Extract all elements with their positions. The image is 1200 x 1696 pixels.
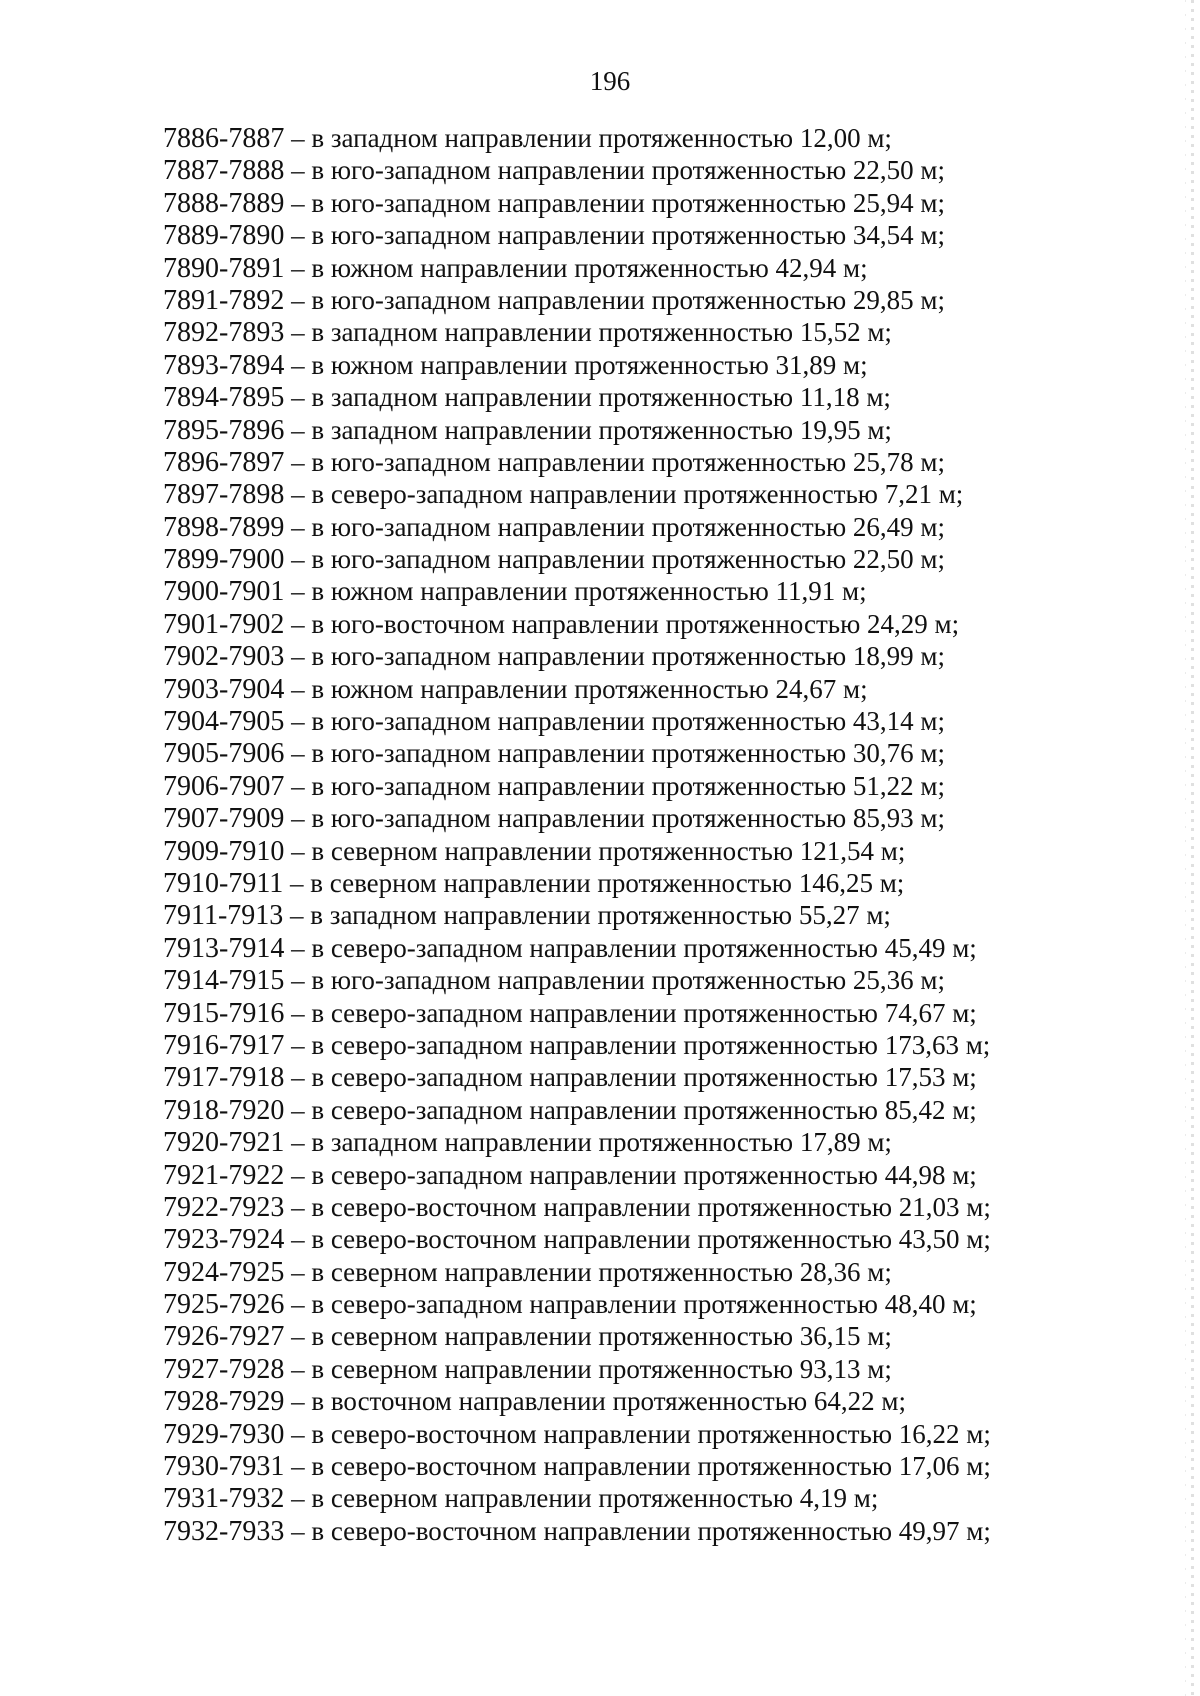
segment-description: – в южном направлении протяженностью 11,91 м; <box>284 576 867 607</box>
segment-range: 7920-7921 <box>163 1127 285 1159</box>
segment-range: 7889-7890 <box>163 220 285 252</box>
segment-description: – в юго-западном направлении протяженностью 22,50 м; <box>284 544 945 575</box>
segment-description: – в юго-западном направлении протяженностью 22,50 м; <box>284 155 945 186</box>
segment-line <box>163 1288 1163 1320</box>
segment-description: – в южном направлении протяженностью 42,94 м; <box>284 252 868 283</box>
segment-line <box>163 997 1163 1029</box>
segment-range: 7896-7897 <box>163 446 285 478</box>
segment-range: 7926-7927 <box>163 1321 285 1353</box>
segment-line <box>163 1450 1163 1482</box>
segment-description: – в северо-западном направлении протяженностью 17,53 м; <box>284 1062 977 1093</box>
segment-description: – в северо-западном направлении протяженностью 7,21 м; <box>284 479 964 510</box>
segment-description: – в северо-западном направлении протяженностью 45,49 м; <box>284 932 977 963</box>
segment-description: – в северо-восточном направлении протяженностью 16,22 м; <box>284 1418 991 1449</box>
segment-range: 7891-7892 <box>163 284 285 316</box>
segment-line <box>163 737 1163 769</box>
segment-description: – в северном направлении протяженностью 28,36 м; <box>284 1256 892 1287</box>
segment-line <box>163 1418 1163 1450</box>
segment-description: – в юго-западном направлении протяженностью 29,85 м; <box>284 284 945 315</box>
segment-line <box>163 964 1163 996</box>
segment-line <box>163 446 1163 478</box>
segment-line <box>163 770 1163 802</box>
segment-range: 7898-7899 <box>163 511 285 543</box>
segment-description: – в северном направлении протяженностью 121,54 м; <box>284 835 906 866</box>
page-number: 196 <box>589 66 631 96</box>
segment-line <box>163 1256 1163 1288</box>
segment-line <box>163 381 1163 413</box>
segment-range: 7902-7903 <box>163 641 285 673</box>
segment-line <box>163 1515 1163 1547</box>
segment-description: – в юго-западном направлении протяженностью 26,49 м; <box>284 511 945 542</box>
segment-line <box>163 835 1163 867</box>
segment-description: – в северо-западном направлении протяженностью 74,67 м; <box>284 997 977 1028</box>
segment-description: – в северо-восточном направлении протяженностью 43,50 м; <box>284 1224 991 1255</box>
segment-description: – в западном направлении протяженностью 19,95 м; <box>284 414 892 445</box>
segment-range: 7916-7917 <box>163 1029 285 1061</box>
segment-line <box>163 122 1163 154</box>
segment-description: – в южном направлении протяженностью 31,89 м; <box>284 349 868 380</box>
segment-description: – в западном направлении протяженностью 55,27 м; <box>283 900 891 931</box>
segment-range: 7913-7914 <box>163 932 285 964</box>
segment-description: – в юго-восточном направлении протяженностью 24,29 м; <box>284 608 960 639</box>
segment-range: 7927-7928 <box>163 1353 285 1385</box>
segment-description: – в северо-восточном направлении протяженностью 49,97 м; <box>284 1515 991 1546</box>
segment-line <box>163 543 1163 575</box>
segment-range: 7923-7924 <box>163 1224 285 1256</box>
segment-line <box>163 575 1163 607</box>
segment-range: 7905-7906 <box>163 738 285 770</box>
segment-description: – в западном направлении протяженностью 17,89 м; <box>284 1127 892 1158</box>
segment-range: 7906-7907 <box>163 770 285 802</box>
segment-line <box>163 705 1163 737</box>
segment-range: 7900-7901 <box>163 576 285 608</box>
segment-description: – в северо-западном направлении протяженностью 173,63 м; <box>284 1029 991 1060</box>
segment-range: 7903-7904 <box>163 673 285 705</box>
segment-line <box>163 1094 1163 1126</box>
segment-line <box>163 511 1163 543</box>
segment-line <box>163 802 1163 834</box>
segment-description: – в юго-западном направлении протяженностью 30,76 м; <box>284 738 945 769</box>
segment-description: – в северо-западном направлении протяженностью 44,98 м; <box>284 1159 977 1190</box>
scan-edge-artifact <box>1191 0 1194 1696</box>
segment-description: – в юго-западном направлении протяженностью 34,54 м; <box>284 220 945 251</box>
segment-description: – в северном направлении протяженностью 146,25 м; <box>283 867 905 898</box>
segment-range: 7921-7922 <box>163 1159 285 1191</box>
scan-edge-artifact-secondary <box>1185 0 1186 1696</box>
segment-range: 7924-7925 <box>163 1256 285 1288</box>
segment-line <box>163 1320 1163 1352</box>
segment-line <box>163 1385 1163 1417</box>
segment-line <box>163 1223 1163 1255</box>
segment-line <box>163 932 1163 964</box>
segment-range: 7930-7931 <box>163 1451 285 1483</box>
segment-line <box>163 867 1163 899</box>
segment-range: 7929-7930 <box>163 1418 285 1450</box>
segment-line <box>163 673 1163 705</box>
segment-line <box>163 608 1163 640</box>
segment-range: 7890-7891 <box>163 252 285 284</box>
segment-range: 7886-7887 <box>163 123 285 154</box>
segment-line <box>163 1159 1163 1191</box>
segment-range: 7895-7896 <box>163 414 285 446</box>
segment-description: – в северо-западном направлении протяженностью 48,40 м; <box>284 1289 977 1320</box>
segment-range: 7907-7909 <box>163 803 285 835</box>
segment-line <box>163 1126 1163 1158</box>
segment-range: 7887-7888 <box>163 155 285 187</box>
segment-range: 7925-7926 <box>163 1289 285 1321</box>
segment-description: – в северо-западном направлении протяженностью 85,42 м; <box>284 1094 977 1125</box>
segment-description: – в северо-восточном направлении протяженностью 17,06 м; <box>284 1451 991 1482</box>
segment-range: 7915-7916 <box>163 997 285 1029</box>
segment-description: – в северном направлении протяженностью 93,13 м; <box>284 1353 892 1384</box>
segment-line <box>163 478 1163 510</box>
segment-description: – в юго-западном направлении протяженностью 25,78 м; <box>284 446 945 477</box>
segment-range: 7922-7923 <box>163 1191 285 1223</box>
segment-line <box>163 187 1163 219</box>
segment-description: – в западном направлении протяженностью 15,52 м; <box>284 317 892 348</box>
segment-range: 7911-7913 <box>163 900 284 932</box>
segment-range: 7917-7918 <box>163 1062 285 1094</box>
segment-description: – в юго-западном направлении протяженностью 18,99 м; <box>284 641 945 672</box>
segment-range: 7888-7889 <box>163 187 285 219</box>
segment-description: – в западном направлении протяженностью 11,18 м; <box>284 382 891 413</box>
segment-description: – в западном направлении протяженностью 12,00 м; <box>284 123 892 153</box>
segment-description: – в северном направлении протяженностью 4,19 м; <box>284 1483 879 1514</box>
segment-range: 7932-7933 <box>163 1515 285 1547</box>
segment-range: 7918-7920 <box>163 1094 285 1126</box>
segment-line <box>163 1061 1163 1093</box>
segment-range: 7894-7895 <box>163 382 285 414</box>
segment-line <box>163 640 1163 672</box>
segment-range: 7904-7905 <box>163 706 285 738</box>
segment-line <box>163 1482 1163 1514</box>
segment-line <box>163 219 1163 251</box>
segment-range: 7914-7915 <box>163 965 285 997</box>
segment-range: 7892-7893 <box>163 317 285 349</box>
segment-line <box>163 252 1163 284</box>
segment-range: 7893-7894 <box>163 349 285 381</box>
segment-range: 7901-7902 <box>163 608 285 640</box>
segment-line <box>163 1029 1163 1061</box>
segment-description: – в северном направлении протяженностью 36,15 м; <box>284 1321 892 1352</box>
segment-line <box>163 284 1163 316</box>
segment-description: – в юго-западном направлении протяженностью 25,36 м; <box>284 965 945 996</box>
segment-range: 7931-7932 <box>163 1483 285 1515</box>
segment-description: – в юго-западном направлении протяженностью 85,93 м; <box>284 803 945 834</box>
segment-line <box>163 154 1163 186</box>
segment-line <box>163 1191 1163 1223</box>
segment-line <box>163 899 1163 931</box>
segment-list <box>163 122 1163 1547</box>
segment-description: – в юго-западном направлении протяженностью 43,14 м; <box>284 706 945 737</box>
segment-range: 7897-7898 <box>163 479 285 511</box>
segment-description: – в восточном направлении протяженностью 64,22 м; <box>284 1386 907 1417</box>
segment-description: – в южном направлении протяженностью 24,67 м; <box>284 673 868 704</box>
segment-line <box>163 1353 1163 1385</box>
segment-range: 7928-7929 <box>163 1386 285 1418</box>
segment-line <box>163 316 1163 348</box>
segment-range: 7910-7911 <box>163 867 284 899</box>
segment-range: 7909-7910 <box>163 835 285 867</box>
segment-line <box>163 349 1163 381</box>
segment-description: – в северо-восточном направлении протяженностью 21,03 м; <box>284 1191 991 1222</box>
segment-description: – в юго-западном направлении протяженностью 25,94 м; <box>284 187 945 218</box>
segment-description: – в юго-западном направлении протяженностью 51,22 м; <box>284 770 945 801</box>
segment-line <box>163 414 1163 446</box>
segment-range: 7899-7900 <box>163 544 285 576</box>
